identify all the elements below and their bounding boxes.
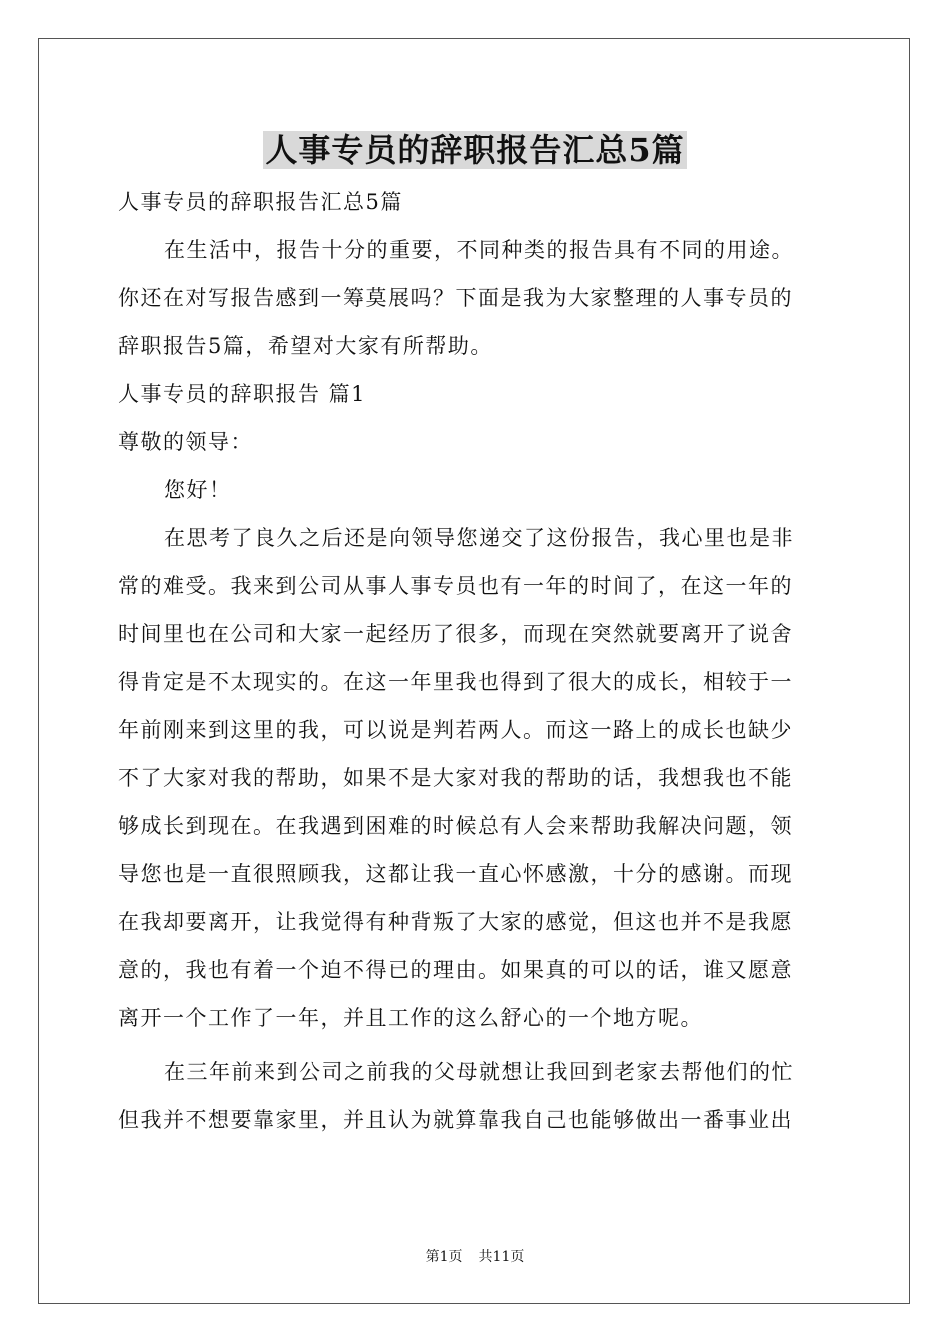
paragraph-line: 但我并不想要靠家里，并且认为就算靠我自己也能够做出一番事业出 xyxy=(118,1108,793,1132)
document-body xyxy=(118,178,834,1144)
paragraph-line: 年前刚来到这里的我，可以说是判若两人。而这一路上的成长也缺少 xyxy=(118,718,793,742)
body-paragraph-1 xyxy=(118,514,834,1042)
document-subtitle: 人事专员的辞职报告汇总5篇 xyxy=(118,190,403,214)
paragraph-line: 时间里也在公司和大家一起经历了很多，而现在突然就要离开了说舍 xyxy=(118,622,793,646)
paragraph-line: 在三年前来到公司之前我的父母就想让我回到老家去帮他们的忙 xyxy=(164,1060,794,1084)
paragraph-line: 离开一个工作了一年，并且工作的这么舒心的一个地方呢。 xyxy=(118,1006,703,1030)
paragraph-line: 常的难受。我来到公司从事人事专员也有一年的时间了，在这一年的 xyxy=(118,574,793,598)
paragraph-line: 在生活中，报告十分的重要，不同种类的报告具有不同的用途。 xyxy=(164,238,794,262)
paragraph-line: 你还在对写报告感到一筹莫展吗？下面是我为大家整理的人事专员的 xyxy=(118,286,793,310)
document-title-text: 人事专员的辞职报告汇总5篇 xyxy=(265,131,685,169)
paragraph-line: 得肯定是不太现实的。在这一年里我也得到了很大的成长，相较于一 xyxy=(118,670,793,694)
paragraph-line: 导您也是一直很照顾我，这都让我一直心怀感激，十分的感谢。而现 xyxy=(118,862,793,886)
paragraph-line: 辞职报告5篇，希望对大家有所帮助。 xyxy=(118,334,493,358)
page-footer xyxy=(0,1247,950,1267)
paragraph-line: 在思考了良久之后还是向领导您递交了这份报告，我心里也是非 xyxy=(164,526,794,550)
intro-paragraph xyxy=(118,226,834,370)
page-number: 第1页 xyxy=(425,1249,463,1265)
document-title xyxy=(0,128,950,172)
paragraph-line: 意的，我也有着一个迫不得已的理由。如果真的可以的话，谁又愿意 xyxy=(118,958,793,982)
section-heading: 人事专员的辞职报告 篇1 xyxy=(118,382,367,406)
paragraph-line: 够成长到现在。在我遇到困难的时候总有人会来帮助我解决问题，领 xyxy=(118,814,793,838)
page-total: 共11页 xyxy=(478,1249,525,1265)
salutation: 尊敬的领导： xyxy=(118,430,253,454)
paragraph-line: 不了大家对我的帮助，如果不是大家对我的帮助的话，我想我也不能 xyxy=(118,766,793,790)
greeting: 您好！ xyxy=(164,478,232,502)
body-paragraph-2 xyxy=(118,1048,834,1144)
paragraph-line: 在我却要离开，让我觉得有种背叛了大家的感觉，但这也并不是我愿 xyxy=(118,910,793,934)
